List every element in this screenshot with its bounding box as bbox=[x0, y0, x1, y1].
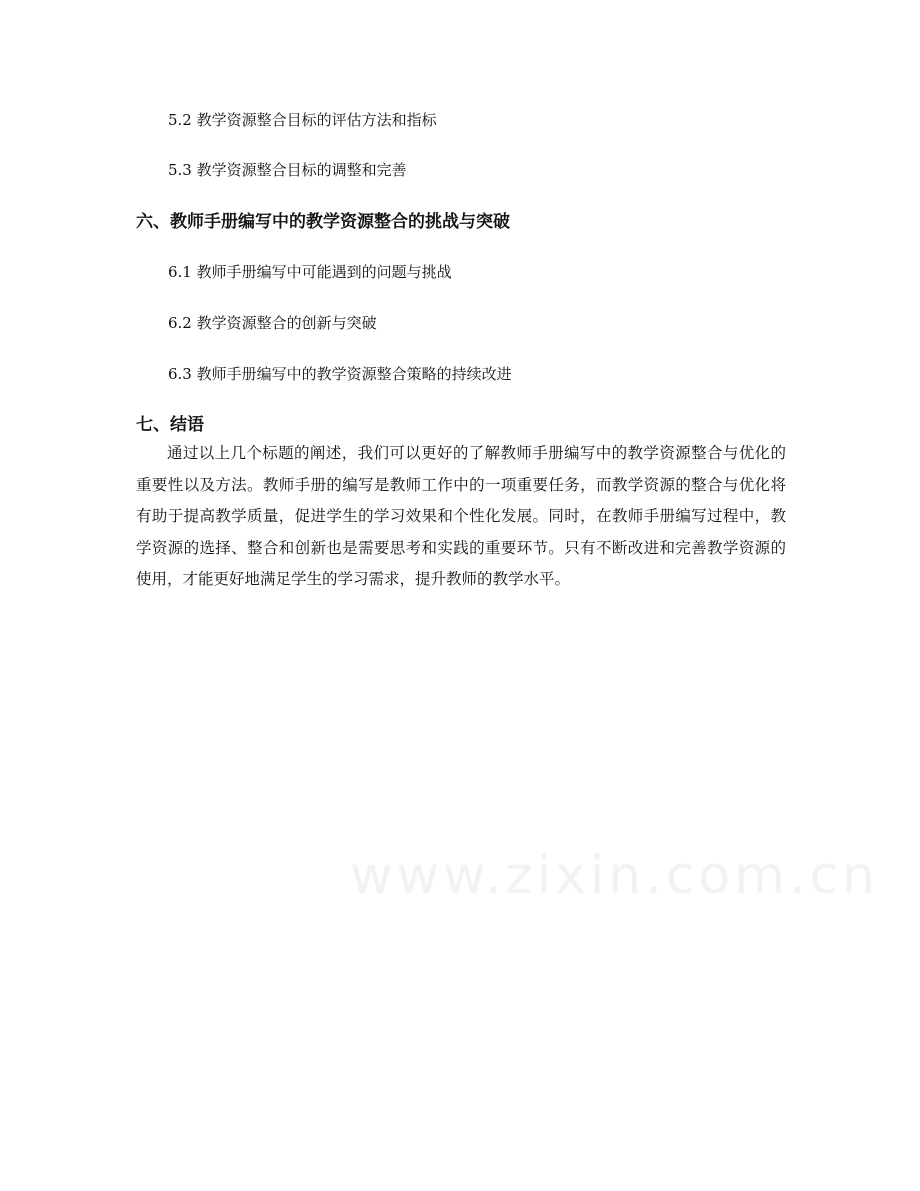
toc-item-5-2: 5.2 教学资源整合目标的评估方法和指标 bbox=[168, 111, 437, 129]
toc-item-6-2: 6.2 教学资源整合的创新与突破 bbox=[168, 314, 377, 332]
toc-item-6-1: 6.1 教师手册编写中可能遇到的问题与挑战 bbox=[168, 263, 452, 281]
toc-item-6-3: 6.3 教师手册编写中的教学资源整合策略的持续改进 bbox=[168, 365, 512, 383]
toc-item-5-3: 5.3 教学资源整合目标的调整和完善 bbox=[168, 161, 407, 179]
conclusion-paragraph: 通过以上几个标题的阐述，我们可以更好的了解教师手册编写中的教学资源整合与优化的重要性以及方法。教师手册的编写是教师工作中的一项重要任务，而教学资源的整合与优化将有助于提高教学质量，促进学生的学习效果和个性化发展。同时，在教师手册编写过程中，教学资源的选择、整合和创新也是需要思考和实践的重要环节。只有不断改进和完善教学资源的使用，才能更好地满足学生的学习需求，提升教师的教学水平。 bbox=[136, 444, 786, 589]
section-7-heading: 七、结语 bbox=[136, 415, 204, 435]
section-6-heading: 六、教师手册编写中的教学资源整合的挑战与突破 bbox=[136, 212, 510, 232]
watermark: www.zixin.com.cn bbox=[350, 846, 879, 906]
